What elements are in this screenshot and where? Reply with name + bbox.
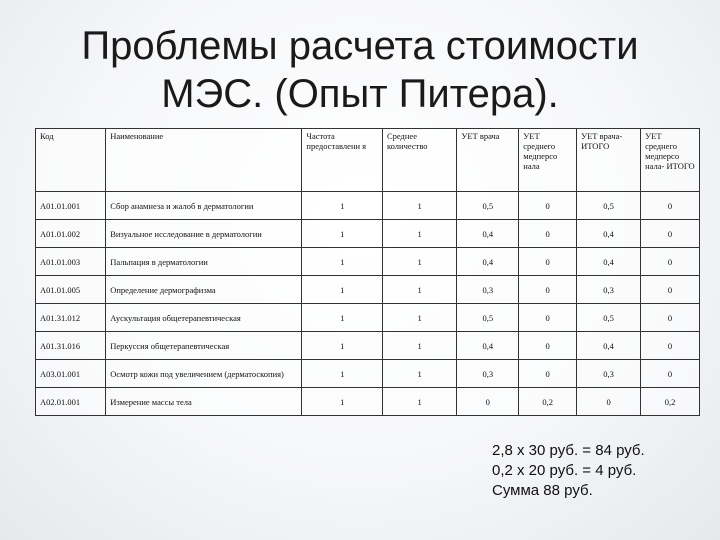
cell-code: A01.01.002 [36,220,106,248]
cell-uet-doctor: 0,4 [457,220,519,248]
cell-name: Осмотр кожи под увеличением (дерматоскопия) [106,360,302,388]
mes-cost-table [35,128,700,416]
cell-frequency: 1 [302,248,383,276]
cell-uet-nurse-total: 0,2 [641,388,700,416]
cell-uet-doctor: 0,5 [457,304,519,332]
table-row [36,360,700,388]
cell-code: A01.01.001 [36,192,106,220]
header-avg-count: Среднее количество [382,129,456,192]
cell-uet-doctor-total: 0,3 [577,276,641,304]
cell-avg-count: 1 [382,360,456,388]
header-uet-nurse-total: УЕТ среднего медперсо нала- ИТОГО [641,129,700,192]
cell-uet-nurse: 0,2 [519,388,577,416]
cell-uet-nurse: 0 [519,304,577,332]
cell-code: A01.01.003 [36,248,106,276]
slide-title-line-1: Проблемы расчета стоимости [81,24,639,68]
cell-avg-count: 1 [382,248,456,276]
cell-avg-count: 1 [382,192,456,220]
header-name: Наименование [106,129,302,192]
cell-uet-nurse: 0 [519,220,577,248]
table-row [36,388,700,416]
cell-name: Сбор анамнеза и жалоб в дерматологии [106,192,302,220]
table-row [36,332,700,360]
cell-code: A03.01.001 [36,360,106,388]
cell-uet-nurse-total: 0 [641,248,700,276]
summary-doctor-cost: 2,8 х 30 руб. = 84 руб. [492,442,645,459]
cell-avg-count: 1 [382,304,456,332]
cell-uet-nurse-total: 0 [641,220,700,248]
header-uet-nurse: УЕТ среднего медперсо нала [519,129,577,192]
table-header-row [36,129,700,192]
cell-name: Аускультация общетерапевтическая [106,304,302,332]
cell-frequency: 1 [302,360,383,388]
cell-uet-doctor-total: 0,4 [577,332,641,360]
header-uet-doctor: УЕТ врача [457,129,519,192]
cell-uet-doctor: 0,5 [457,192,519,220]
cell-code: A01.31.016 [36,332,106,360]
cell-uet-doctor: 0,4 [457,332,519,360]
cell-uet-doctor: 0,4 [457,248,519,276]
cell-uet-doctor-total: 0,5 [577,192,641,220]
header-code: Код [36,129,106,192]
table-row [36,304,700,332]
cost-summary [492,441,702,501]
cell-uet-nurse-total: 0 [641,192,700,220]
cell-frequency: 1 [302,332,383,360]
cell-uet-nurse: 0 [519,332,577,360]
cell-name: Перкуссия общетерапевтическая [106,332,302,360]
table-row [36,192,700,220]
slide-title-line-2: МЭС. (Опыт Питера). [161,72,559,116]
cell-code: A02.01.001 [36,388,106,416]
cell-avg-count: 1 [382,332,456,360]
cell-frequency: 1 [302,276,383,304]
cell-frequency: 1 [302,220,383,248]
cell-uet-doctor-total: 0,4 [577,220,641,248]
cell-name: Пальпация в дерматологии [106,248,302,276]
cell-name: Визуальное исследование в дерматологии [106,220,302,248]
table-row [36,248,700,276]
cell-code: A01.31.012 [36,304,106,332]
cell-avg-count: 1 [382,220,456,248]
summary-total: Сумма 88 руб. [492,482,593,499]
cell-uet-doctor: 0 [457,388,519,416]
header-uet-doctor-total: УЕТ врача- ИТОГО [577,129,641,192]
cell-uet-nurse-total: 0 [641,332,700,360]
cell-uet-nurse-total: 0 [641,360,700,388]
cell-uet-nurse: 0 [519,276,577,304]
slide-title [40,22,680,118]
cell-uet-doctor-total: 0,4 [577,248,641,276]
cell-uet-doctor-total: 0 [577,388,641,416]
table-row [36,220,700,248]
cell-avg-count: 1 [382,276,456,304]
cell-frequency: 1 [302,304,383,332]
cell-uet-nurse: 0 [519,248,577,276]
cell-uet-doctor: 0,3 [457,360,519,388]
cell-uet-nurse-total: 0 [641,276,700,304]
cell-uet-nurse-total: 0 [641,304,700,332]
cell-uet-doctor-total: 0,3 [577,360,641,388]
cell-uet-doctor-total: 0,5 [577,304,641,332]
cell-uet-nurse: 0 [519,192,577,220]
cell-uet-nurse: 0 [519,360,577,388]
header-frequency: Частота предоставлени я [302,129,383,192]
summary-nurse-cost: 0,2 х 20 руб. = 4 руб. [492,462,637,479]
cell-name: Измерение массы тела [106,388,302,416]
cell-code: A01.01.005 [36,276,106,304]
cell-frequency: 1 [302,388,383,416]
cell-avg-count: 1 [382,388,456,416]
cell-frequency: 1 [302,192,383,220]
cell-uet-doctor: 0,3 [457,276,519,304]
table-row [36,276,700,304]
cell-name: Определение дермографизма [106,276,302,304]
